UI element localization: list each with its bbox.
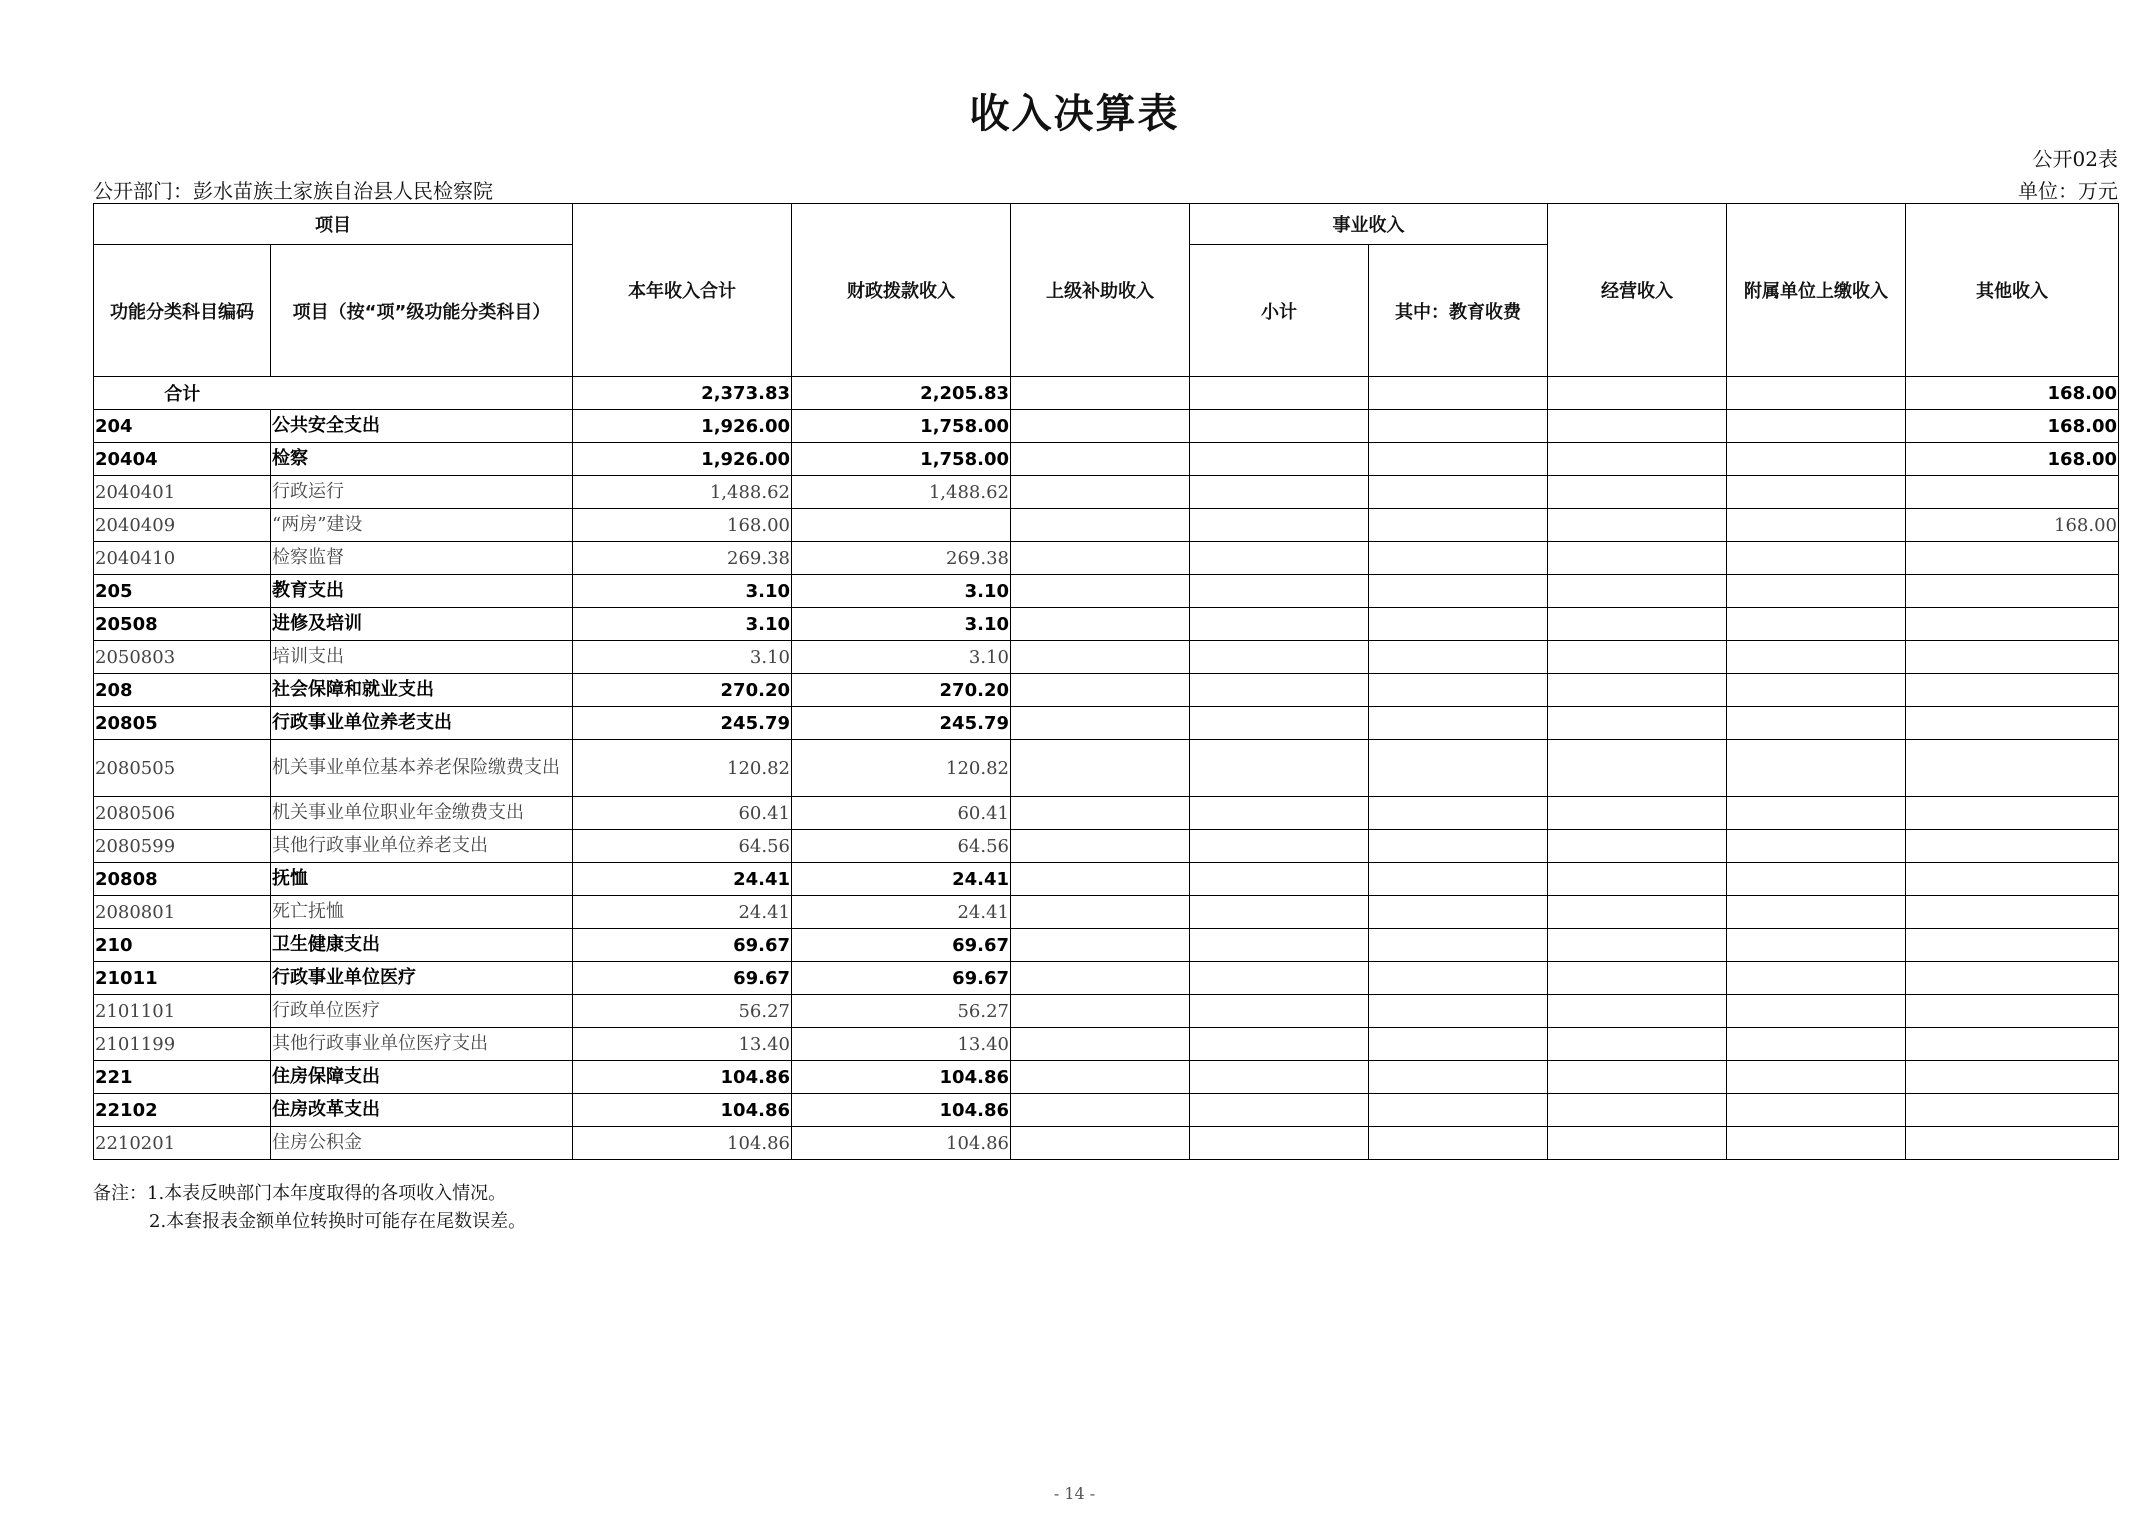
row-operating bbox=[1548, 608, 1727, 641]
row-name: 卫生健康支出 bbox=[271, 929, 573, 962]
row-name: 行政事业单位养老支出 bbox=[271, 707, 573, 740]
row-business-subtotal bbox=[1190, 830, 1369, 863]
row-affiliated bbox=[1727, 1094, 1906, 1127]
row-total: 56.27 bbox=[573, 995, 792, 1028]
table-row bbox=[94, 410, 2119, 443]
row-fiscal: 69.67 bbox=[792, 929, 1011, 962]
header-business-group: 事业收入 bbox=[1190, 204, 1548, 245]
row-total: 64.56 bbox=[573, 830, 792, 863]
row-operating bbox=[1548, 509, 1727, 542]
row-total: 24.41 bbox=[573, 863, 792, 896]
row-fiscal: 3.10 bbox=[792, 575, 1011, 608]
row-total: 13.40 bbox=[573, 1028, 792, 1061]
row-other bbox=[1906, 1028, 2119, 1061]
row-total: 104.86 bbox=[573, 1061, 792, 1094]
row-superior bbox=[1011, 995, 1190, 1028]
row-total: 1,926.00 bbox=[573, 443, 792, 476]
row-business-edu bbox=[1369, 707, 1548, 740]
row-operating bbox=[1548, 674, 1727, 707]
header-operating: 经营收入 bbox=[1548, 204, 1727, 377]
row-business-subtotal bbox=[1190, 608, 1369, 641]
note-1: 备注：1.本表反映部门本年度取得的各项收入情况。 bbox=[93, 1183, 507, 1204]
row-business-subtotal bbox=[1190, 929, 1369, 962]
row-operating bbox=[1548, 896, 1727, 929]
row-business-edu bbox=[1369, 797, 1548, 830]
row-superior bbox=[1011, 443, 1190, 476]
note-2: 2.本套报表金额单位转换时可能存在尾数误差。 bbox=[149, 1211, 527, 1232]
row-operating bbox=[1548, 410, 1727, 443]
row-superior bbox=[1011, 830, 1190, 863]
row-other bbox=[1906, 740, 2119, 797]
header-fiscal: 财政拨款收入 bbox=[792, 204, 1011, 377]
row-superior bbox=[1011, 1127, 1190, 1160]
row-fiscal: 120.82 bbox=[792, 740, 1011, 797]
row-affiliated bbox=[1727, 830, 1906, 863]
row-superior bbox=[1011, 896, 1190, 929]
row-business-edu bbox=[1369, 674, 1548, 707]
row-affiliated bbox=[1727, 962, 1906, 995]
row-business-subtotal bbox=[1190, 476, 1369, 509]
row-superior bbox=[1011, 863, 1190, 896]
row-affiliated bbox=[1727, 797, 1906, 830]
row-code: 21011 bbox=[94, 962, 271, 995]
row-superior bbox=[1011, 410, 1190, 443]
row-name: 住房公积金 bbox=[271, 1127, 573, 1160]
header-affiliated: 附属单位上缴收入 bbox=[1727, 204, 1906, 377]
total-business-subtotal bbox=[1190, 377, 1369, 410]
row-code: 208 bbox=[94, 674, 271, 707]
row-operating bbox=[1548, 476, 1727, 509]
row-affiliated bbox=[1727, 674, 1906, 707]
table-row bbox=[94, 830, 2119, 863]
row-business-edu bbox=[1369, 1094, 1548, 1127]
table-row bbox=[94, 1127, 2119, 1160]
row-fiscal: 104.86 bbox=[792, 1127, 1011, 1160]
row-total: 3.10 bbox=[573, 641, 792, 674]
row-affiliated bbox=[1727, 929, 1906, 962]
row-total: 69.67 bbox=[573, 962, 792, 995]
table-row bbox=[94, 608, 2119, 641]
row-business-subtotal bbox=[1190, 1094, 1369, 1127]
row-business-edu bbox=[1369, 641, 1548, 674]
table-row bbox=[94, 542, 2119, 575]
table-body bbox=[94, 377, 2119, 1160]
row-name: 住房保障支出 bbox=[271, 1061, 573, 1094]
row-fiscal: 104.86 bbox=[792, 1094, 1011, 1127]
row-business-edu bbox=[1369, 1028, 1548, 1061]
row-other bbox=[1906, 707, 2119, 740]
header-project: 项目 bbox=[94, 204, 573, 245]
row-other bbox=[1906, 896, 2119, 929]
row-fiscal: 3.10 bbox=[792, 608, 1011, 641]
table-row bbox=[94, 443, 2119, 476]
table-row bbox=[94, 962, 2119, 995]
total-fiscal: 2,205.83 bbox=[792, 377, 1011, 410]
row-code: 205 bbox=[94, 575, 271, 608]
row-business-subtotal bbox=[1190, 575, 1369, 608]
row-code: 2101199 bbox=[94, 1028, 271, 1061]
row-other bbox=[1906, 962, 2119, 995]
row-superior bbox=[1011, 962, 1190, 995]
row-code: 2210201 bbox=[94, 1127, 271, 1160]
row-business-subtotal bbox=[1190, 1127, 1369, 1160]
table-row bbox=[94, 995, 2119, 1028]
row-code: 210 bbox=[94, 929, 271, 962]
row-fiscal: 13.40 bbox=[792, 1028, 1011, 1061]
row-business-subtotal bbox=[1190, 641, 1369, 674]
row-business-edu bbox=[1369, 476, 1548, 509]
row-other bbox=[1906, 674, 2119, 707]
row-business-edu bbox=[1369, 509, 1548, 542]
row-business-subtotal bbox=[1190, 1061, 1369, 1094]
row-business-subtotal bbox=[1190, 863, 1369, 896]
row-affiliated bbox=[1727, 1028, 1906, 1061]
row-operating bbox=[1548, 797, 1727, 830]
row-operating bbox=[1548, 863, 1727, 896]
row-code: 2080801 bbox=[94, 896, 271, 929]
row-total: 168.00 bbox=[573, 509, 792, 542]
row-total: 3.10 bbox=[573, 575, 792, 608]
row-operating bbox=[1548, 443, 1727, 476]
row-fiscal: 24.41 bbox=[792, 863, 1011, 896]
row-total: 104.86 bbox=[573, 1127, 792, 1160]
row-name: 行政运行 bbox=[271, 476, 573, 509]
row-name: 公共安全支出 bbox=[271, 410, 573, 443]
row-total: 120.82 bbox=[573, 740, 792, 797]
table-row bbox=[94, 509, 2119, 542]
row-affiliated bbox=[1727, 542, 1906, 575]
row-fiscal: 1,758.00 bbox=[792, 443, 1011, 476]
row-business-edu bbox=[1369, 542, 1548, 575]
row-code: 20404 bbox=[94, 443, 271, 476]
row-other bbox=[1906, 995, 2119, 1028]
total-operating bbox=[1548, 377, 1727, 410]
row-superior bbox=[1011, 707, 1190, 740]
row-other bbox=[1906, 1094, 2119, 1127]
table-row bbox=[94, 707, 2119, 740]
row-other bbox=[1906, 542, 2119, 575]
row-business-edu bbox=[1369, 575, 1548, 608]
row-name: 进修及培训 bbox=[271, 608, 573, 641]
row-business-subtotal bbox=[1190, 410, 1369, 443]
row-code: 22102 bbox=[94, 1094, 271, 1127]
row-business-edu bbox=[1369, 740, 1548, 797]
row-name: “两房”建设 bbox=[271, 509, 573, 542]
row-total: 1,926.00 bbox=[573, 410, 792, 443]
row-operating bbox=[1548, 575, 1727, 608]
row-code: 2080599 bbox=[94, 830, 271, 863]
row-other bbox=[1906, 641, 2119, 674]
row-other bbox=[1906, 1061, 2119, 1094]
row-affiliated bbox=[1727, 575, 1906, 608]
row-total: 1,488.62 bbox=[573, 476, 792, 509]
table-row bbox=[94, 575, 2119, 608]
table-row bbox=[94, 1094, 2119, 1127]
row-affiliated bbox=[1727, 863, 1906, 896]
row-code: 221 bbox=[94, 1061, 271, 1094]
row-operating bbox=[1548, 542, 1727, 575]
header-other: 其他收入 bbox=[1906, 204, 2119, 377]
row-business-edu bbox=[1369, 1127, 1548, 1160]
row-fiscal: 269.38 bbox=[792, 542, 1011, 575]
total-business-edu bbox=[1369, 377, 1548, 410]
row-name: 死亡抚恤 bbox=[271, 896, 573, 929]
department-label: 公开部门：彭水苗族土家族自治县人民检察院 bbox=[93, 179, 493, 203]
row-name: 行政单位医疗 bbox=[271, 995, 573, 1028]
row-name: 其他行政事业单位养老支出 bbox=[271, 830, 573, 863]
row-business-subtotal bbox=[1190, 509, 1369, 542]
row-name: 教育支出 bbox=[271, 575, 573, 608]
row-business-edu bbox=[1369, 830, 1548, 863]
row-fiscal: 64.56 bbox=[792, 830, 1011, 863]
row-business-subtotal bbox=[1190, 1028, 1369, 1061]
row-operating bbox=[1548, 707, 1727, 740]
row-code: 20808 bbox=[94, 863, 271, 896]
row-superior bbox=[1011, 797, 1190, 830]
row-superior bbox=[1011, 1094, 1190, 1127]
unit-label: 单位：万元 bbox=[2018, 179, 2118, 203]
row-business-subtotal bbox=[1190, 674, 1369, 707]
row-affiliated bbox=[1727, 443, 1906, 476]
total-other: 168.00 bbox=[1906, 377, 2119, 410]
form-number: 公开02表 bbox=[2032, 147, 2118, 171]
row-business-edu bbox=[1369, 962, 1548, 995]
row-business-edu bbox=[1369, 995, 1548, 1028]
row-operating bbox=[1548, 995, 1727, 1028]
row-code: 204 bbox=[94, 410, 271, 443]
row-affiliated bbox=[1727, 509, 1906, 542]
row-code: 2080505 bbox=[94, 740, 271, 797]
row-business-subtotal bbox=[1190, 443, 1369, 476]
row-affiliated bbox=[1727, 995, 1906, 1028]
row-business-subtotal bbox=[1190, 542, 1369, 575]
row-name: 住房改革支出 bbox=[271, 1094, 573, 1127]
row-other bbox=[1906, 929, 2119, 962]
row-name: 检察监督 bbox=[271, 542, 573, 575]
row-other bbox=[1906, 830, 2119, 863]
row-operating bbox=[1548, 641, 1727, 674]
page-number: - 14 - bbox=[1053, 1484, 1096, 1503]
row-superior bbox=[1011, 575, 1190, 608]
row-business-subtotal bbox=[1190, 707, 1369, 740]
header-superior: 上级补助收入 bbox=[1011, 204, 1190, 377]
total-label: 合计 bbox=[94, 377, 271, 410]
row-other bbox=[1906, 797, 2119, 830]
row-other bbox=[1906, 863, 2119, 896]
table-row bbox=[94, 929, 2119, 962]
report-title: 收入决算表 bbox=[969, 91, 1180, 137]
table-row bbox=[94, 740, 2119, 797]
table-header bbox=[94, 204, 2119, 377]
table-row bbox=[94, 1061, 2119, 1094]
row-code: 2040401 bbox=[94, 476, 271, 509]
row-name: 抚恤 bbox=[271, 863, 573, 896]
row-business-edu bbox=[1369, 443, 1548, 476]
header-code: 功能分类科目编码 bbox=[94, 245, 271, 377]
row-affiliated bbox=[1727, 896, 1906, 929]
row-total: 3.10 bbox=[573, 608, 792, 641]
row-fiscal: 270.20 bbox=[792, 674, 1011, 707]
row-fiscal: 60.41 bbox=[792, 797, 1011, 830]
row-other: 168.00 bbox=[1906, 410, 2119, 443]
row-superior bbox=[1011, 509, 1190, 542]
row-affiliated bbox=[1727, 608, 1906, 641]
row-business-subtotal bbox=[1190, 896, 1369, 929]
total-total: 2,373.83 bbox=[573, 377, 792, 410]
row-superior bbox=[1011, 1061, 1190, 1094]
row-code: 2050803 bbox=[94, 641, 271, 674]
row-operating bbox=[1548, 929, 1727, 962]
row-superior bbox=[1011, 641, 1190, 674]
table-row bbox=[94, 641, 2119, 674]
row-business-edu bbox=[1369, 863, 1548, 896]
row-affiliated bbox=[1727, 410, 1906, 443]
row-fiscal: 24.41 bbox=[792, 896, 1011, 929]
table-row bbox=[94, 896, 2119, 929]
header-name: 项目（按“项”级功能分类科目） bbox=[271, 245, 573, 377]
row-total: 104.86 bbox=[573, 1094, 792, 1127]
row-operating bbox=[1548, 740, 1727, 797]
row-code: 2040409 bbox=[94, 509, 271, 542]
row-superior bbox=[1011, 542, 1190, 575]
row-affiliated bbox=[1727, 1127, 1906, 1160]
row-fiscal: 1,488.62 bbox=[792, 476, 1011, 509]
income-table bbox=[93, 203, 2119, 1160]
row-other: 168.00 bbox=[1906, 509, 2119, 542]
row-superior bbox=[1011, 608, 1190, 641]
table-row bbox=[94, 674, 2119, 707]
row-operating bbox=[1548, 1127, 1727, 1160]
row-fiscal: 245.79 bbox=[792, 707, 1011, 740]
row-other bbox=[1906, 608, 2119, 641]
row-affiliated bbox=[1727, 1061, 1906, 1094]
row-total: 269.38 bbox=[573, 542, 792, 575]
row-code: 2101101 bbox=[94, 995, 271, 1028]
row-superior bbox=[1011, 674, 1190, 707]
row-total: 60.41 bbox=[573, 797, 792, 830]
row-other bbox=[1906, 476, 2119, 509]
row-superior bbox=[1011, 929, 1190, 962]
row-business-subtotal bbox=[1190, 740, 1369, 797]
row-operating bbox=[1548, 1094, 1727, 1127]
row-business-edu bbox=[1369, 929, 1548, 962]
row-operating bbox=[1548, 1061, 1727, 1094]
row-other bbox=[1906, 575, 2119, 608]
row-business-subtotal bbox=[1190, 797, 1369, 830]
header-business-subtotal: 小计 bbox=[1190, 245, 1369, 377]
total-label-spacer bbox=[271, 377, 573, 410]
row-code: 20508 bbox=[94, 608, 271, 641]
total-row bbox=[94, 377, 2119, 410]
row-superior bbox=[1011, 476, 1190, 509]
row-fiscal: 56.27 bbox=[792, 995, 1011, 1028]
table-row bbox=[94, 476, 2119, 509]
row-fiscal: 1,758.00 bbox=[792, 410, 1011, 443]
total-affiliated bbox=[1727, 377, 1906, 410]
row-affiliated bbox=[1727, 740, 1906, 797]
row-name: 机关事业单位职业年金缴费支出 bbox=[271, 797, 573, 830]
row-name: 培训支出 bbox=[271, 641, 573, 674]
row-total: 24.41 bbox=[573, 896, 792, 929]
table-row bbox=[94, 863, 2119, 896]
row-name: 机关事业单位基本养老保险缴费支出 bbox=[271, 740, 573, 797]
row-business-subtotal bbox=[1190, 962, 1369, 995]
row-superior bbox=[1011, 1028, 1190, 1061]
row-superior bbox=[1011, 740, 1190, 797]
row-business-edu bbox=[1369, 896, 1548, 929]
row-business-subtotal bbox=[1190, 995, 1369, 1028]
row-fiscal: 3.10 bbox=[792, 641, 1011, 674]
header-total: 本年收入合计 bbox=[573, 204, 792, 377]
row-name: 检察 bbox=[271, 443, 573, 476]
row-fiscal bbox=[792, 509, 1011, 542]
row-business-edu bbox=[1369, 410, 1548, 443]
row-name: 社会保障和就业支出 bbox=[271, 674, 573, 707]
row-total: 245.79 bbox=[573, 707, 792, 740]
row-name: 其他行政事业单位医疗支出 bbox=[271, 1028, 573, 1061]
row-operating bbox=[1548, 962, 1727, 995]
row-total: 69.67 bbox=[573, 929, 792, 962]
row-operating bbox=[1548, 1028, 1727, 1061]
row-affiliated bbox=[1727, 641, 1906, 674]
row-fiscal: 104.86 bbox=[792, 1061, 1011, 1094]
row-code: 2040410 bbox=[94, 542, 271, 575]
header-business-edu: 其中：教育收费 bbox=[1369, 245, 1548, 377]
total-superior bbox=[1011, 377, 1190, 410]
row-affiliated bbox=[1727, 476, 1906, 509]
row-business-edu bbox=[1369, 1061, 1548, 1094]
row-name: 行政事业单位医疗 bbox=[271, 962, 573, 995]
row-code: 2080506 bbox=[94, 797, 271, 830]
row-affiliated bbox=[1727, 707, 1906, 740]
row-other bbox=[1906, 1127, 2119, 1160]
row-total: 270.20 bbox=[573, 674, 792, 707]
table-row bbox=[94, 797, 2119, 830]
notes bbox=[93, 1180, 526, 1236]
table-row bbox=[94, 1028, 2119, 1061]
row-business-edu bbox=[1369, 608, 1548, 641]
row-other: 168.00 bbox=[1906, 443, 2119, 476]
row-operating bbox=[1548, 830, 1727, 863]
row-code: 20805 bbox=[94, 707, 271, 740]
row-fiscal: 69.67 bbox=[792, 962, 1011, 995]
